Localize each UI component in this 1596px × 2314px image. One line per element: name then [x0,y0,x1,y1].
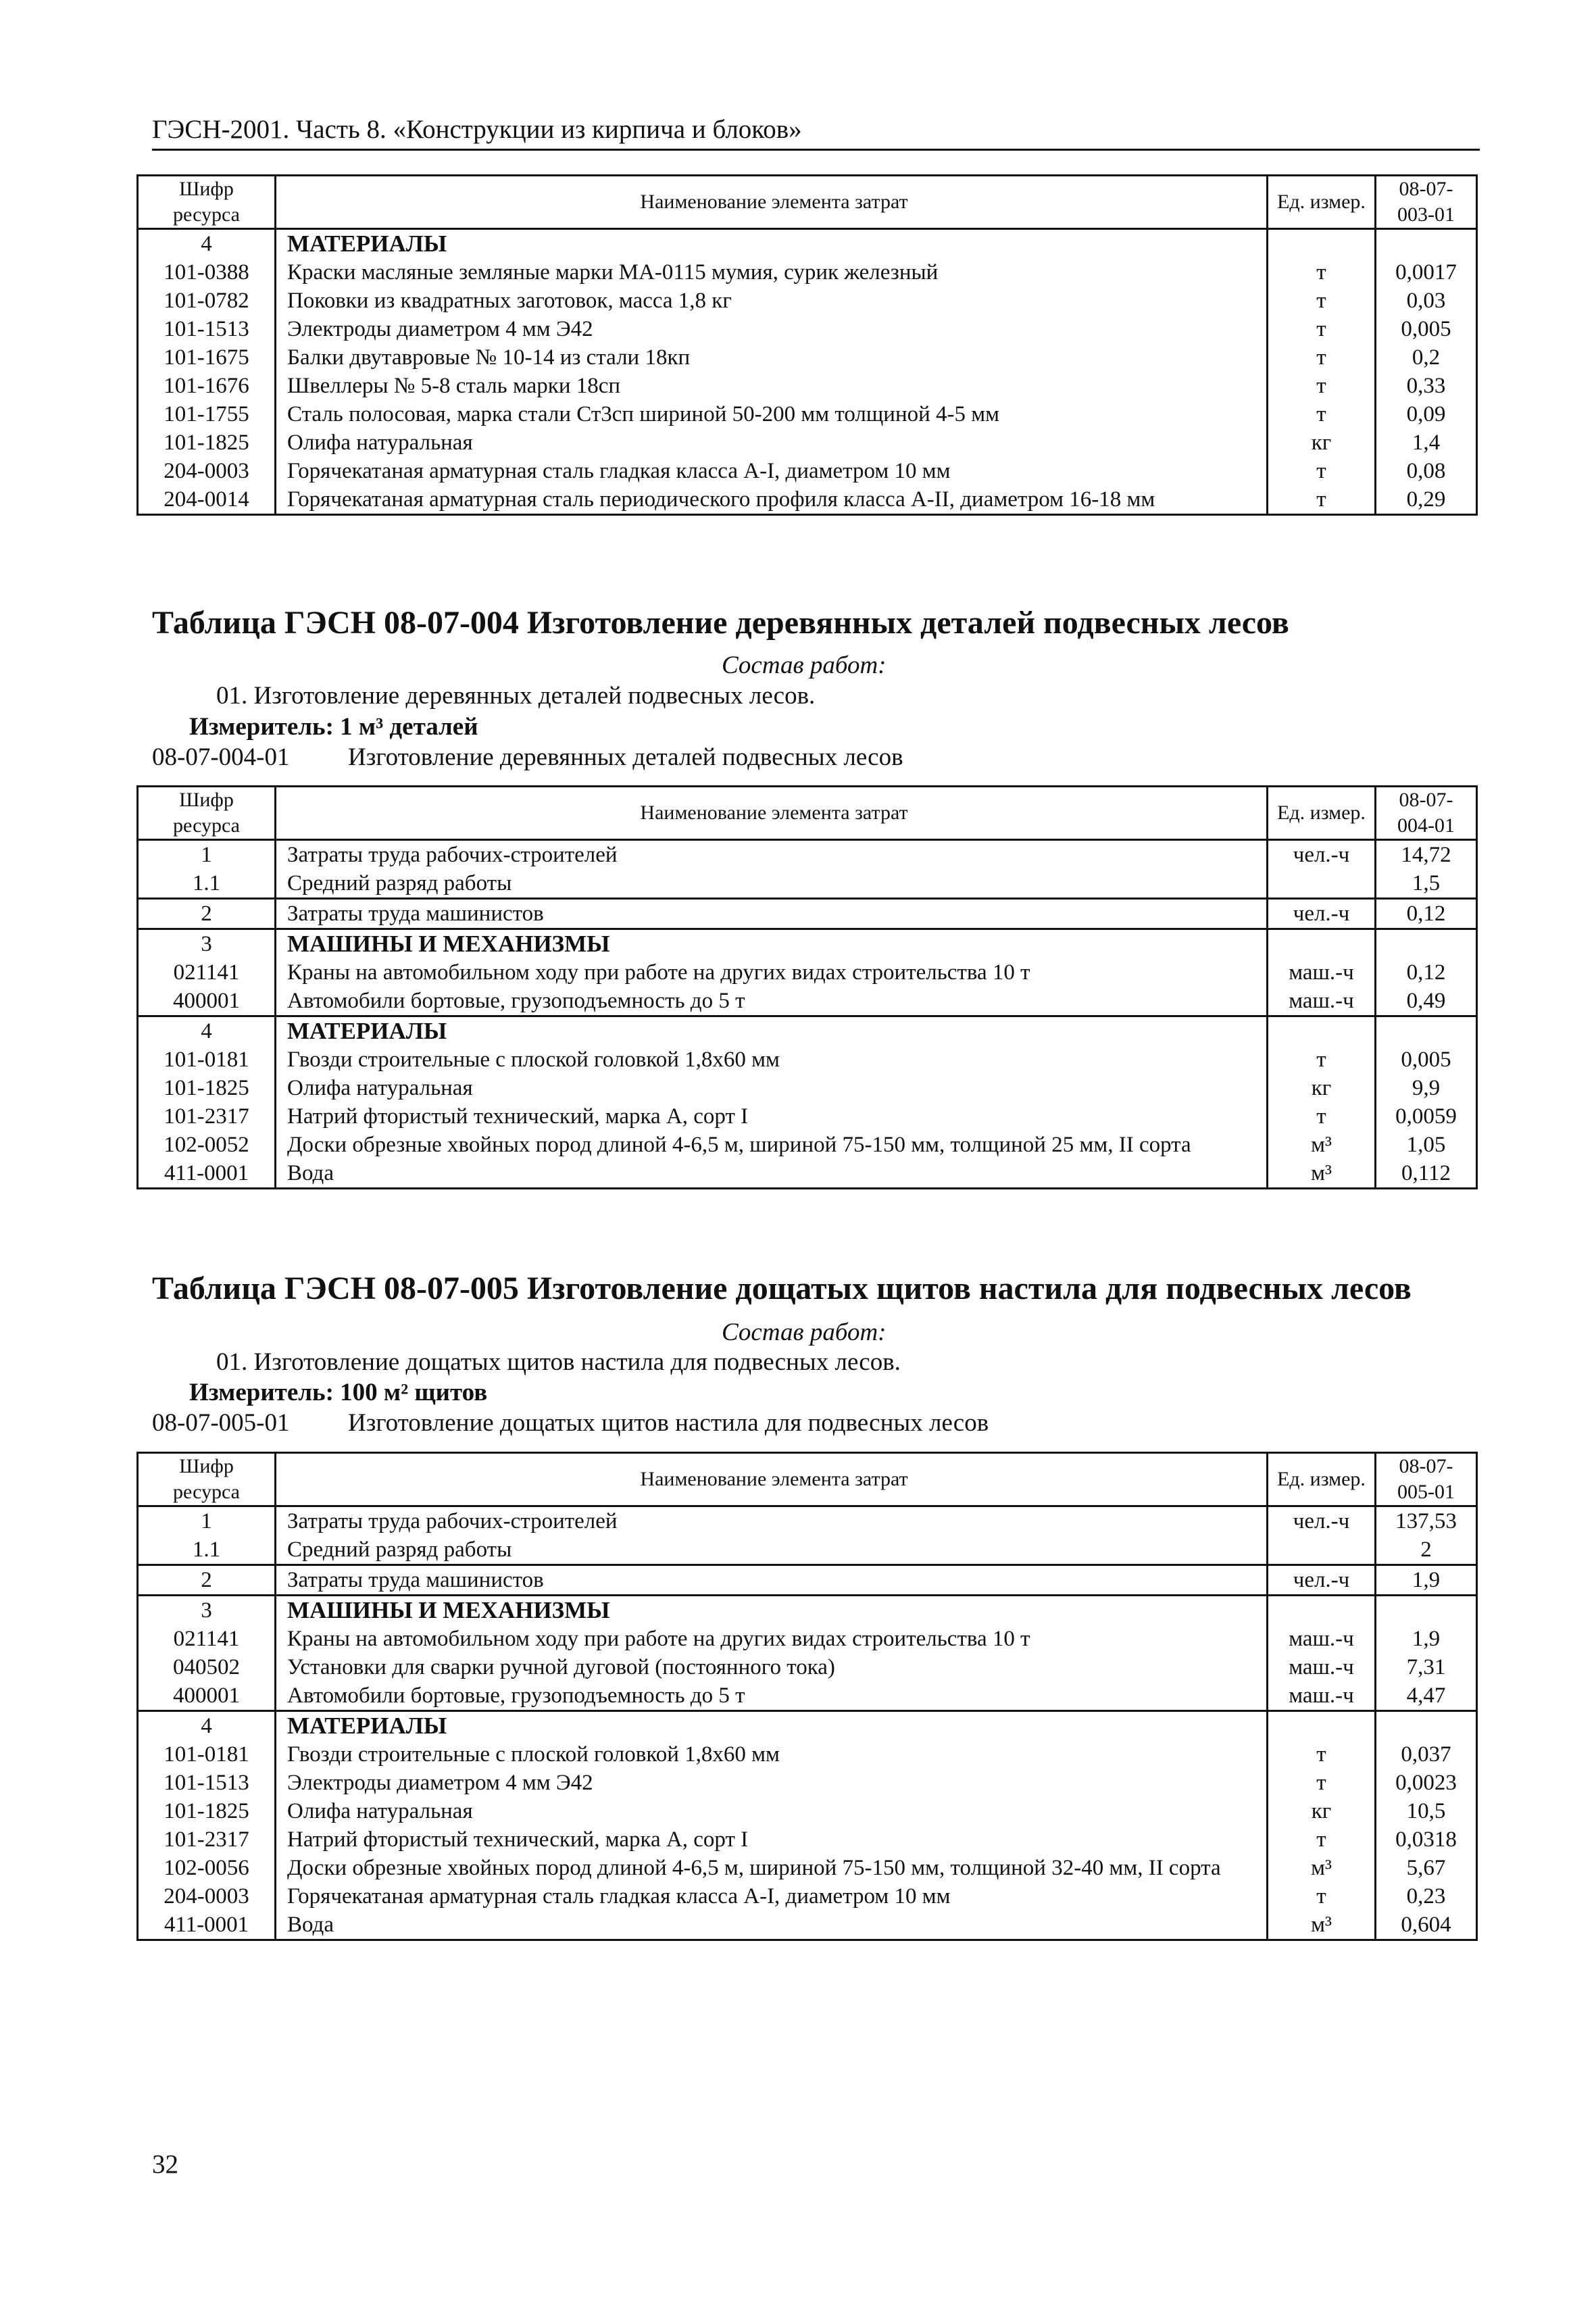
resource-name: Электроды диаметром 4 мм Э42 [276,315,1268,343]
resource-name: Средний разряд работы [276,869,1268,899]
table-row [138,343,1477,372]
resource-unit: чел.-ч [1268,899,1376,929]
resource-unit: кг [1268,428,1376,457]
table-row [138,372,1477,400]
resource-unit: т [1268,1045,1376,1074]
table-row [138,869,1477,899]
resource-unit: т [1268,315,1376,343]
resource-name: Горячекатаная арматурная сталь гладкая класса А-I, диаметром 10 мм [276,1882,1268,1911]
resource-code: 101-2317 [138,1825,276,1854]
resource-unit: т [1268,1769,1376,1797]
resource-unit: чел.-ч [1268,1506,1376,1536]
resource-unit: т [1268,258,1376,287]
resource-unit: т [1268,1740,1376,1769]
header-code: Шифр ресурса [138,1453,276,1506]
resource-code: 1.1 [138,1535,276,1565]
section-code: 3 [138,1596,276,1625]
meter: Измеритель: 100 м² щитов [189,1379,488,1406]
empty-cell [1376,929,1477,959]
resource-value: 0,112 [1401,1161,1451,1185]
resource-name: Затраты труда рабочих-строителей [276,1506,1268,1536]
resource-unit: чел.-ч [1268,840,1376,870]
header-unit: Ед. измер. [1268,1453,1376,1506]
resource-code: 101-0181 [138,1740,276,1769]
resource-unit: кг [1268,1797,1376,1825]
section-code: 4 [138,1016,276,1046]
resource-name: Затраты труда машинистов [276,899,1268,929]
resource-code: 400001 [138,987,276,1016]
resource-value: 0,0017 [1395,260,1457,285]
resource-value: 1,9 [1412,1627,1441,1651]
page-header: ГЭСН-2001. Часть 8. «Конструкции из кирпича и блоков» [152,115,802,144]
resource-name: Вода [276,1159,1268,1189]
table-row [138,899,1477,929]
table-row [138,1653,1477,1681]
table-row [138,1825,1477,1854]
resource-name: Сталь полосовая, марка стали Ст3сп шириной 50-200 мм толщиной 4-5 мм [276,400,1268,428]
empty-cell [1268,1596,1376,1625]
resource-unit: маш.-ч [1268,1625,1376,1653]
resource-value: 5,67 [1406,1856,1446,1880]
resource-name: Олифа натуральная [276,428,1268,457]
resource-value: 0,0318 [1395,1827,1457,1852]
table-row [138,287,1477,315]
resource-value: 1,4 [1412,430,1441,455]
resource-value: 0,0059 [1395,1104,1457,1129]
resource-value: 0,23 [1406,1884,1446,1909]
section-row [138,1596,1477,1625]
resource-name: Вода [276,1911,1268,1940]
resource-name: Автомобили бортовые, грузоподъемность до 5 т [276,987,1268,1016]
resource-unit: т [1268,372,1376,400]
resource-code: 1.1 [138,869,276,899]
composition-label: Состав работ: [722,1319,887,1346]
resource-code: 1 [138,1506,276,1536]
header-norm-code: 08-07-005-01 [1376,1453,1477,1506]
resource-value: 137,53 [1395,1509,1457,1533]
resource-code: 101-1513 [138,1769,276,1797]
resource-code: 101-0782 [138,287,276,315]
resource-unit: т [1268,400,1376,428]
header-name: Наименование элемента затрат [276,1453,1268,1506]
resource-value: 0,12 [1376,899,1477,929]
resource-unit: чел.-ч [1268,1565,1376,1596]
resource-unit: маш.-ч [1268,1653,1376,1681]
resource-value: 0,2 [1412,345,1441,370]
resource-code: 2 [138,899,276,929]
resource-name: Олифа натуральная [276,1797,1268,1825]
resource-unit: м³ [1268,1159,1376,1189]
table-row [138,1882,1477,1911]
work-item: 01. Изготовление дощатых щитов настила для подвесных лесов. [216,1348,901,1376]
resource-name: Средний разряд работы [276,1535,1268,1565]
resource-code: 021141 [138,958,276,987]
resource-code: 101-1755 [138,400,276,428]
table-row [138,1911,1477,1940]
resource-unit [1268,869,1376,899]
header-name: Наименование элемента затрат [276,176,1268,229]
resource-code: 101-0181 [138,1045,276,1074]
resource-table-08-07-003 [136,174,1478,516]
table-row [138,987,1477,1016]
section-title: МАТЕРИАЛЫ [276,1016,1268,1046]
resource-value: 0,09 [1406,402,1446,426]
table-row [138,1681,1477,1711]
resource-name: Натрий фтористый технический, марка А, сорт I [276,1102,1268,1131]
resource-value: 0,08 [1406,459,1446,483]
table-row [138,1740,1477,1769]
resource-unit: м³ [1268,1854,1376,1882]
resource-code: 1 [138,840,276,870]
resource-name: Поковки из квадратных заготовок, масса 1,8 кг [276,287,1268,315]
section-title: МАШИНЫ И МЕХАНИЗМЫ [276,929,1268,959]
resource-value: 0,29 [1406,487,1446,512]
section-row [138,1016,1477,1046]
empty-cell [1376,1016,1477,1046]
table-row [138,315,1477,343]
table-row [138,1535,1477,1565]
table-row [138,1074,1477,1102]
resource-value: 1,5 [1412,871,1441,895]
resource-code: 204-0003 [138,457,276,485]
resource-name: Затраты труда машинистов [276,1565,1268,1596]
header-code: Шифр ресурса [138,176,276,229]
section-row [138,1711,1477,1741]
resource-code: 101-1825 [138,1797,276,1825]
resource-name: Доски обрезные хвойных пород длиной 4-6,5 м, шириной 75-150 мм, толщиной 25 мм, II сорта [276,1131,1268,1159]
resource-table-08-07-004 [136,785,1478,1189]
resource-unit: м³ [1268,1911,1376,1940]
resource-value: 9,9 [1412,1076,1441,1100]
resource-code: 102-0056 [138,1854,276,1882]
empty-cell [1376,1596,1477,1625]
header-code: Шифр ресурса [138,787,276,840]
norm-name: Изготовление дощатых щитов настила для подвесных лесов [348,1409,989,1437]
section-title: МАТЕРИАЛЫ [276,1711,1268,1741]
resource-unit: маш.-ч [1268,958,1376,987]
table-row [138,400,1477,428]
composition-label: Состав работ: [722,651,887,679]
resource-value: 14,72 [1401,843,1451,867]
resource-value: 1,05 [1406,1133,1446,1157]
resource-unit: т [1268,457,1376,485]
resource-name: Краски масляные земляные марки МА-0115 мумия, сурик железный [276,258,1268,287]
resource-value: 0,005 [1401,1048,1451,1072]
norm-code: 08-07-005-01 [152,1409,290,1437]
resource-value: 0,12 [1406,960,1446,985]
table-row [138,457,1477,485]
header-norm-code: 08-07-004-01 [1376,787,1477,840]
table-row [138,1045,1477,1074]
resource-value: 2 [1420,1537,1432,1562]
resource-code: 204-0014 [138,485,276,515]
resource-name: Гвозди строительные с плоской головкой 1,8x60 мм [276,1740,1268,1769]
resource-name: Электроды диаметром 4 мм Э42 [276,1769,1268,1797]
table-title-08-07-004: Таблица ГЭСН 08-07-004 Изготовление деревянных деталей подвесных лесов [152,605,1289,641]
resource-unit: т [1268,485,1376,515]
resource-name: Гвозди строительные с плоской головкой 1,8x60 мм [276,1045,1268,1074]
resource-unit: т [1268,343,1376,372]
section-title: МАШИНЫ И МЕХАНИЗМЫ [276,1596,1268,1625]
empty-cell [1268,1711,1376,1741]
resource-value: 7,31 [1406,1655,1446,1679]
meter: Измеритель: 1 м³ деталей [189,713,478,741]
norm-code: 08-07-004-01 [152,743,290,771]
resource-name: Краны на автомобильном ходу при работе на других видах строительства 10 т [276,958,1268,987]
table-row [138,1769,1477,1797]
resource-code: 101-2317 [138,1102,276,1131]
resource-value: 0,33 [1406,374,1446,398]
empty-cell [1268,929,1376,959]
table-row [138,1506,1477,1536]
resource-code: 101-1825 [138,428,276,457]
norm-name: Изготовление деревянных деталей подвесных лесов [348,743,903,771]
resource-code: 021141 [138,1625,276,1653]
empty-cell [1268,1016,1376,1046]
resource-name: Натрий фтористый технический, марка А, сорт I [276,1825,1268,1854]
resource-code: 204-0003 [138,1882,276,1911]
section-code: 3 [138,929,276,959]
resource-code: 102-0052 [138,1131,276,1159]
header-unit: Ед. измер. [1268,787,1376,840]
table-title-08-07-005: Таблица ГЭСН 08-07-005 Изготовление дощатых щитов настила для подвесных лесов [152,1271,1412,1306]
table-row [138,428,1477,457]
resource-value: 4,47 [1406,1683,1446,1708]
resource-name: Горячекатаная арматурная сталь периодического профиля класса А-II, диаметром 16-18 мм [276,485,1268,515]
table-row [138,1625,1477,1653]
section-title: МАТЕРИАЛЫ [276,229,1268,259]
resource-unit [1268,1535,1376,1565]
resource-code: 400001 [138,1681,276,1711]
resource-name: Затраты труда рабочих-строителей [276,840,1268,870]
resource-name: Балки двутавровые № 10-14 из стали 18кп [276,343,1268,372]
resource-code: 411-0001 [138,1159,276,1189]
table-row [138,1102,1477,1131]
resource-value: 0,037 [1401,1742,1451,1767]
resource-name: Автомобили бортовые, грузоподъемность до 5 т [276,1681,1268,1711]
table-row [138,1159,1477,1189]
header-rule [152,149,1480,151]
work-item: 01. Изготовление деревянных деталей подвесных лесов. [216,682,816,710]
section-row [138,929,1477,959]
resource-value: 1,9 [1376,1565,1477,1596]
resource-name: Доски обрезные хвойных пород длиной 4-6,5 м, шириной 75-150 мм, толщиной 32-40 мм, II сорта [276,1854,1268,1882]
resource-value: 0,03 [1406,289,1446,313]
resource-code: 101-1825 [138,1074,276,1102]
resource-code: 040502 [138,1653,276,1681]
resource-code: 101-1675 [138,343,276,372]
table-row [138,258,1477,287]
table-row [138,958,1477,987]
page-number: 32 [152,2150,178,2179]
resource-value: 0,49 [1406,989,1446,1013]
resource-unit: т [1268,1882,1376,1911]
empty-cell [1376,1711,1477,1741]
table-row [138,1797,1477,1825]
resource-value: 10,5 [1406,1799,1446,1823]
resource-name: Установки для сварки ручной дуговой (постоянного тока) [276,1653,1268,1681]
resource-table-08-07-005 [136,1452,1478,1941]
resource-code: 101-0388 [138,258,276,287]
resource-unit: т [1268,287,1376,315]
resource-unit: т [1268,1102,1376,1131]
table-row [138,1131,1477,1159]
header-norm-code: 08-07-003-01 [1376,176,1477,229]
table-row [138,840,1477,870]
resource-unit: кг [1268,1074,1376,1102]
resource-unit: м³ [1268,1131,1376,1159]
resource-code: 101-1513 [138,315,276,343]
table-row [138,1565,1477,1596]
resource-unit: т [1268,1825,1376,1854]
resource-value: 0,005 [1401,317,1451,341]
section-code: 4 [138,229,276,259]
resource-name: Горячекатаная арматурная сталь гладкая класса А-I, диаметром 10 мм [276,457,1268,485]
resource-code: 101-1676 [138,372,276,400]
resource-unit: маш.-ч [1268,1681,1376,1711]
section-code: 4 [138,1711,276,1741]
table-row [138,485,1477,515]
resource-name: Краны на автомобильном ходу при работе на других видах строительства 10 т [276,1625,1268,1653]
resource-code: 411-0001 [138,1911,276,1940]
resource-name: Швеллеры № 5-8 сталь марки 18сп [276,372,1268,400]
table-row [138,1854,1477,1882]
header-name: Наименование элемента затрат [276,787,1268,840]
resource-value: 0,604 [1401,1913,1451,1937]
resource-value: 0,0023 [1395,1771,1457,1795]
resource-code: 2 [138,1565,276,1596]
resource-name: Олифа натуральная [276,1074,1268,1102]
resource-unit: маш.-ч [1268,987,1376,1016]
header-unit: Ед. измер. [1268,176,1376,229]
